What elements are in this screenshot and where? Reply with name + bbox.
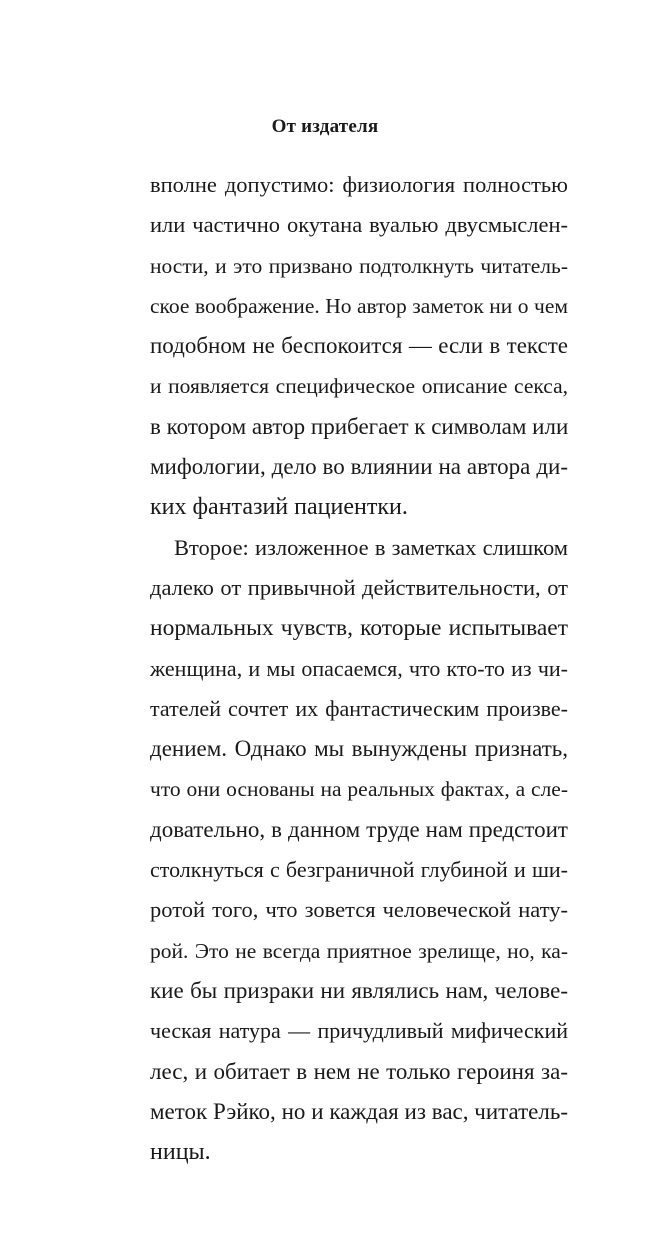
paragraph-end-line: ницы. (150, 1139, 211, 1166)
text-line: или частично окутана вуалью двусмыслен- (150, 212, 568, 238)
text-line: лес, и обитает в нем не только героиня за- (150, 1058, 568, 1084)
text-line: далеко от привычной действительности, от (150, 574, 568, 600)
text-line: мифологии, дело во влиянии на автора ди- (150, 454, 568, 480)
text-line: ческая натура — причудливый мифический (150, 1018, 568, 1044)
text-line: подобном не беспокоится — если в тексте (150, 333, 568, 359)
text-line: что они основаны на реальных фактах, а сле- (150, 777, 568, 802)
text-line: и появляется специфическое описание секса, (150, 374, 568, 399)
text-line: ности, и это призвано подтолкнуть читатель- (150, 253, 568, 278)
text-line: рой. Это не всегда приятное зрелище, но, ка- (150, 938, 568, 963)
text-line: женщина, и мы опасаемся, что кто-то из чи- (150, 655, 568, 681)
text-line: тателей сочтет их фантастическим произве- (150, 695, 568, 721)
paragraph-end-line: ких фантазий пациентки. (150, 494, 408, 521)
text-line: ское воображение. Но автор заметок ни о чем (150, 293, 568, 318)
text-line: меток Рэйко, но и каждая из вас, читатель- (150, 1098, 568, 1124)
text-line: вполне допустимо: физиология полностью (150, 172, 568, 197)
text-line: ротой того, что зовется человеческой нату- (150, 897, 568, 923)
text-line: в котором автор прибегает к символам или (150, 413, 569, 439)
text-line: нормальных чувств, которые испытывает (150, 615, 568, 642)
paragraph-start-line: Второе: изложенное в заметках слишком (174, 534, 568, 560)
running-title: От издателя (271, 116, 379, 137)
text-line: дением. Однако мы вынуждены признать, (150, 736, 568, 762)
text-line: кие бы призраки ни являлись нам, челове- (150, 977, 568, 1003)
text-line: столкнуться с безграничной глубиной и ши- (150, 857, 568, 883)
text-line: довательно, в данном труде нам предстоит (150, 816, 568, 842)
body-text (150, 165, 568, 1172)
